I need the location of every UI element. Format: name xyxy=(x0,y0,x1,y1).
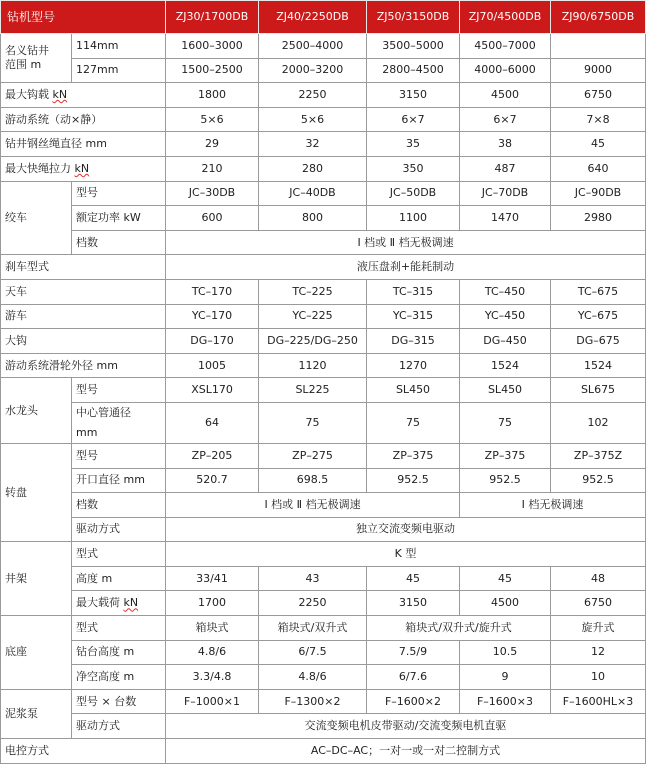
cell-value: 2980 xyxy=(551,206,646,231)
table-row xyxy=(1,402,646,443)
cell-value: YC–675 xyxy=(551,304,646,329)
cell-value: 4500–7000 xyxy=(460,34,551,59)
cell-value: 952.5 xyxy=(460,468,551,493)
cell-value: 3150 xyxy=(367,83,460,108)
cell-value: 350 xyxy=(367,156,460,181)
cell-value: 35 xyxy=(367,132,460,157)
table-row xyxy=(1,714,646,739)
label-unit: kN xyxy=(52,87,68,101)
cell-value: 75 xyxy=(460,402,551,443)
cell-value: F–1300×2 xyxy=(259,689,367,714)
cell-value: TC–450 xyxy=(460,279,551,304)
cell-value: YC–315 xyxy=(367,304,460,329)
cell-value: TC–225 xyxy=(259,279,367,304)
cell-value: TC–170 xyxy=(166,279,259,304)
row-label-mud-pump: 泥浆泵 xyxy=(1,689,72,738)
cell-value: 箱块式/双升式/旋升式 xyxy=(367,616,551,641)
cell-value: 45 xyxy=(367,566,460,591)
cell-value: 3150 xyxy=(367,591,460,616)
sub-label: 净空高度 m xyxy=(72,665,166,690)
cell-value: 液压盘刹+能耗制动 xyxy=(166,255,646,280)
row-label-wire-diameter: 钻井钢丝绳直径 mm xyxy=(1,132,166,157)
cell-value: 32 xyxy=(259,132,367,157)
sub-label: 高度 m xyxy=(72,566,166,591)
sub-label: 型号 xyxy=(72,443,166,468)
header-row xyxy=(1,1,646,34)
header-title: 钻机型号 xyxy=(1,1,166,34)
cell-value: 6750 xyxy=(551,591,646,616)
sub-label: 开口直径 mm xyxy=(72,468,166,493)
sub-label: 型式 xyxy=(72,616,166,641)
cell-value: 1524 xyxy=(551,353,646,378)
cell-value: 3500–5000 xyxy=(367,34,460,59)
cell-value: 4.8/6 xyxy=(259,665,367,690)
cell-value: Ⅰ 档或 Ⅱ 档无极调速 xyxy=(166,493,460,518)
table-row xyxy=(1,206,646,231)
cell-value: Ⅰ 档或 Ⅱ 档无极调速 xyxy=(166,230,646,255)
cell-value: 6/7.5 xyxy=(259,640,367,665)
cell-value: F–1600×3 xyxy=(460,689,551,714)
cell-value: 45 xyxy=(460,566,551,591)
cell-value: AC–DC–AC；一对一或一对二控制方式 xyxy=(166,739,646,764)
cell-value: 1120 xyxy=(259,353,367,378)
sub-label xyxy=(72,402,166,443)
cell-value: 4500 xyxy=(460,83,551,108)
cell-value: 800 xyxy=(259,206,367,231)
cell-value: SL450 xyxy=(460,378,551,403)
table-row xyxy=(1,353,646,378)
cell-value: 1500–2500 xyxy=(166,58,259,83)
sub-label: 114mm xyxy=(72,34,166,59)
table-row xyxy=(1,304,646,329)
header-model: ZJ40/2250DB xyxy=(259,1,367,34)
table-row xyxy=(1,739,646,764)
cell-value: 64 xyxy=(166,402,259,443)
label-text: 最大载荷 xyxy=(76,596,124,610)
cell-value: 1470 xyxy=(460,206,551,231)
table-row xyxy=(1,156,646,181)
header-model: ZJ70/4500DB xyxy=(460,1,551,34)
cell-value: SL225 xyxy=(259,378,367,403)
cell-value: DG–315 xyxy=(367,329,460,354)
sub-label: 驱动方式 xyxy=(72,714,166,739)
sub-label xyxy=(72,591,166,616)
table-row xyxy=(1,230,646,255)
cell-value: 48 xyxy=(551,566,646,591)
sub-label: 型式 xyxy=(72,542,166,567)
row-label-max-hook-load xyxy=(1,83,166,108)
cell-value: 952.5 xyxy=(551,468,646,493)
cell-value: 210 xyxy=(166,156,259,181)
cell-value: 487 xyxy=(460,156,551,181)
label-text: 最大快绳拉力 xyxy=(5,161,75,175)
cell-value: F–1600×2 xyxy=(367,689,460,714)
header-model: ZJ90/6750DB xyxy=(551,1,646,34)
cell-value: 10 xyxy=(551,665,646,690)
row-label-fastline-pull xyxy=(1,156,166,181)
table-row xyxy=(1,443,646,468)
table-row xyxy=(1,181,646,206)
cell-value: 1524 xyxy=(460,353,551,378)
cell-value: 2000–3200 xyxy=(259,58,367,83)
sub-label: 钻台高度 m xyxy=(72,640,166,665)
cell-value: ZP–375 xyxy=(460,443,551,468)
cell-value: ZP–375Z xyxy=(551,443,646,468)
sub-label: 型号 xyxy=(72,378,166,403)
table-row xyxy=(1,665,646,690)
table-row xyxy=(1,493,646,518)
table-row xyxy=(1,616,646,641)
cell-value: JC–50DB xyxy=(367,181,460,206)
cell-value: 102 xyxy=(551,402,646,443)
row-label-rotary: 转盘 xyxy=(1,443,72,541)
cell-value: 3.3/4.8 xyxy=(166,665,259,690)
header-model: ZJ50/3150DB xyxy=(367,1,460,34)
cell-value: DG–450 xyxy=(460,329,551,354)
cell-value: 75 xyxy=(367,402,460,443)
table-row xyxy=(1,34,646,59)
cell-value: Ⅰ 档无极调速 xyxy=(460,493,646,518)
sub-label: 127mm xyxy=(72,58,166,83)
header-model: ZJ30/1700DB xyxy=(166,1,259,34)
cell-value: DG–675 xyxy=(551,329,646,354)
cell-value: 6750 xyxy=(551,83,646,108)
cell-value: 旋升式 xyxy=(551,616,646,641)
cell-value: 1100 xyxy=(367,206,460,231)
cell-value: 698.5 xyxy=(259,468,367,493)
cell-value: F–1000×1 xyxy=(166,689,259,714)
row-label-brake: 刹车型式 xyxy=(1,255,166,280)
cell-value: 箱块式 xyxy=(166,616,259,641)
cell-value: 600 xyxy=(166,206,259,231)
cell-value: YC–225 xyxy=(259,304,367,329)
cell-value: JC–90DB xyxy=(551,181,646,206)
row-label-nominal-depth xyxy=(1,34,72,83)
cell-value: YC–170 xyxy=(166,304,259,329)
row-label-sheave: 游动系统滑轮外径 mm xyxy=(1,353,166,378)
sub-label: 档数 xyxy=(72,230,166,255)
cell-value: 280 xyxy=(259,156,367,181)
row-label-hook: 大钩 xyxy=(1,329,166,354)
row-label-substructure: 底座 xyxy=(1,616,72,690)
table-row xyxy=(1,279,646,304)
table-row xyxy=(1,640,646,665)
table-row xyxy=(1,517,646,542)
table-row xyxy=(1,468,646,493)
table-row xyxy=(1,689,646,714)
row-label-drawworks: 绞车 xyxy=(1,181,72,255)
sub-label: 额定功率 kW xyxy=(72,206,166,231)
cell-value: 2800–4500 xyxy=(367,58,460,83)
cell-value: ZP–205 xyxy=(166,443,259,468)
cell-value: JC–30DB xyxy=(166,181,259,206)
row-label-swivel: 水龙头 xyxy=(1,378,72,444)
cell-value: F–1600HL×3 xyxy=(551,689,646,714)
table-row xyxy=(1,132,646,157)
cell-value: 6×7 xyxy=(460,107,551,132)
label-text: 最大钩载 xyxy=(5,87,53,101)
cell-value: 2250 xyxy=(259,83,367,108)
cell-value: 640 xyxy=(551,156,646,181)
sub-label: 型号 × 台数 xyxy=(72,689,166,714)
cell-value: ZP–275 xyxy=(259,443,367,468)
cell-value: 1270 xyxy=(367,353,460,378)
cell-value: XSL170 xyxy=(166,378,259,403)
row-label-block: 游车 xyxy=(1,304,166,329)
row-label-mast: 井架 xyxy=(1,542,72,616)
row-label-travel-system: 游动系统（动×静） xyxy=(1,107,166,132)
cell-value: JC–40DB xyxy=(259,181,367,206)
table-row xyxy=(1,58,646,83)
cell-value: JC–70DB xyxy=(460,181,551,206)
sub-label: 驱动方式 xyxy=(72,517,166,542)
table-row xyxy=(1,329,646,354)
table-row xyxy=(1,542,646,567)
table-row xyxy=(1,566,646,591)
cell-value: 1600–3000 xyxy=(166,34,259,59)
label-unit: kN xyxy=(123,596,139,610)
cell-value: 6×7 xyxy=(367,107,460,132)
cell-value: 9 xyxy=(460,665,551,690)
cell-value: 7.5/9 xyxy=(367,640,460,665)
cell-value xyxy=(551,34,646,59)
cell-value: 独立交流变频电驱动 xyxy=(166,517,646,542)
cell-value: K 型 xyxy=(166,542,646,567)
cell-value: 75 xyxy=(259,402,367,443)
cell-value: ZP–375 xyxy=(367,443,460,468)
cell-value: 33/41 xyxy=(166,566,259,591)
cell-value: 5×6 xyxy=(166,107,259,132)
table-row xyxy=(1,378,646,403)
cell-value: DG–170 xyxy=(166,329,259,354)
cell-value: 7×8 xyxy=(551,107,646,132)
nominal-depth-label: 名义钻井 范围 m xyxy=(5,44,49,72)
sub-label: 型号 xyxy=(72,181,166,206)
cell-value: 2250 xyxy=(259,591,367,616)
row-label-control: 电控方式 xyxy=(1,739,166,764)
cell-value: 交流变频电机皮带驱动/交流变频电机直驱 xyxy=(166,714,646,739)
cell-value: 1005 xyxy=(166,353,259,378)
cell-value: 4000–6000 xyxy=(460,58,551,83)
label-unit: kN xyxy=(74,161,90,175)
cell-value: 12 xyxy=(551,640,646,665)
table-row xyxy=(1,107,646,132)
sub-label: 档数 xyxy=(72,493,166,518)
cell-value: 10.5 xyxy=(460,640,551,665)
cell-value: 5×6 xyxy=(259,107,367,132)
cell-value: 38 xyxy=(460,132,551,157)
cell-value: 45 xyxy=(551,132,646,157)
cell-value: TC–315 xyxy=(367,279,460,304)
cell-value: SL450 xyxy=(367,378,460,403)
cell-value: 1700 xyxy=(166,591,259,616)
table-row xyxy=(1,591,646,616)
cell-value: TC–675 xyxy=(551,279,646,304)
cell-value: 1800 xyxy=(166,83,259,108)
cell-value: 29 xyxy=(166,132,259,157)
table-row xyxy=(1,83,646,108)
cell-value: DG–225/DG–250 xyxy=(259,329,367,354)
table-row xyxy=(1,255,646,280)
cell-value: 952.5 xyxy=(367,468,460,493)
sub-label-text: 中心管通径 mm xyxy=(76,405,131,439)
row-label-crown: 天车 xyxy=(1,279,166,304)
cell-value: 2500–4000 xyxy=(259,34,367,59)
cell-value: 520.7 xyxy=(166,468,259,493)
cell-value: YC–450 xyxy=(460,304,551,329)
cell-value: 9000 xyxy=(551,58,646,83)
cell-value: 4.8/6 xyxy=(166,640,259,665)
cell-value: 箱块式/双升式 xyxy=(259,616,367,641)
cell-value: SL675 xyxy=(551,378,646,403)
cell-value: 6/7.6 xyxy=(367,665,460,690)
cell-value: 4500 xyxy=(460,591,551,616)
cell-value: 43 xyxy=(259,566,367,591)
